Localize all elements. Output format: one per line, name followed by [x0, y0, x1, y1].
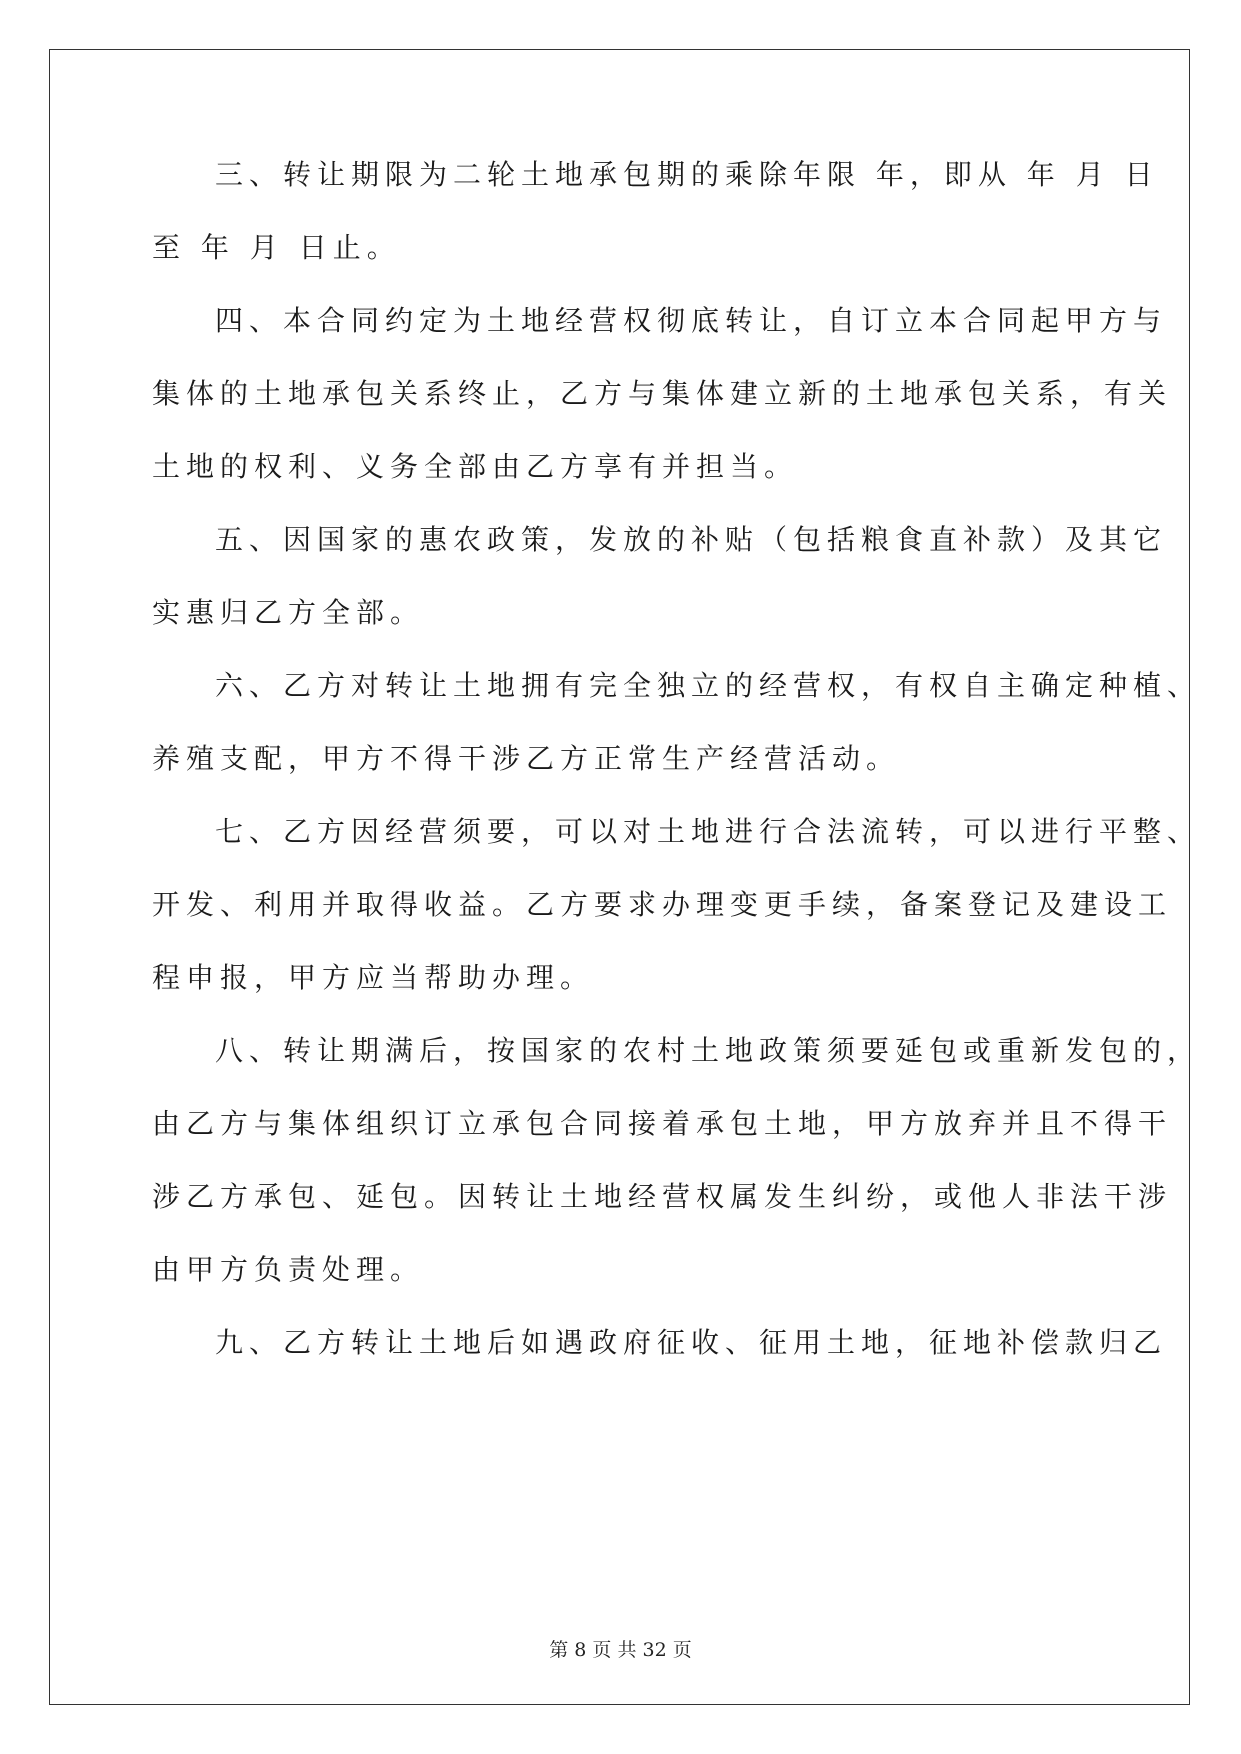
text-line: 四、本合同约定为土地经营权彻底转让，自订立本合同起甲方与: [215, 304, 1168, 337]
text-line: 养殖支配，甲方不得干涉乙方正常生产经营活动。: [152, 742, 901, 775]
page-border: [49, 49, 1190, 1705]
text-line: 六、乙方对转让土地拥有完全独立的经营权，有权自主确定种植、: [215, 669, 1202, 702]
text-line: 由甲方负责处理。: [152, 1253, 425, 1286]
text-line: 集体的土地承包关系终止，乙方与集体建立新的土地承包关系，有关: [152, 377, 1173, 410]
text-line: 五、因国家的惠农政策，发放的补贴（包括粮食直补款）及其它: [215, 523, 1168, 556]
text-line: 三、转让期限为二轮土地承包期的乘除年限 年，即从 年 月 日: [215, 158, 1159, 191]
text-line: 八、转让期满后，按国家的农村土地政策须要延包或重新发包的，: [215, 1034, 1202, 1067]
page-number-footer: 第 8 页 共 32 页: [549, 1639, 692, 1661]
text-line: 九、乙方转让土地后如遇政府征收、征用土地，征地补偿款归乙: [215, 1326, 1168, 1359]
text-line: 开发、利用并取得收益。乙方要求办理变更手续，备案登记及建设工: [152, 888, 1173, 921]
text-line: 至 年 月 日止。: [152, 231, 401, 264]
text-line: 土地的权利、义务全部由乙方享有并担当。: [152, 450, 799, 483]
text-line: 程申报，甲方应当帮助办理。: [152, 961, 595, 994]
text-line: 七、乙方因经营须要，可以对土地进行合法流转，可以进行平整、: [215, 815, 1202, 848]
text-line: 实惠归乙方全部。: [152, 596, 425, 629]
text-line: 涉乙方承包、延包。因转让土地经营权属发生纠纷，或他人非法干涉: [152, 1180, 1173, 1213]
text-line: 由乙方与集体组织订立承包合同接着承包土地，甲方放弃并且不得干: [152, 1107, 1173, 1140]
